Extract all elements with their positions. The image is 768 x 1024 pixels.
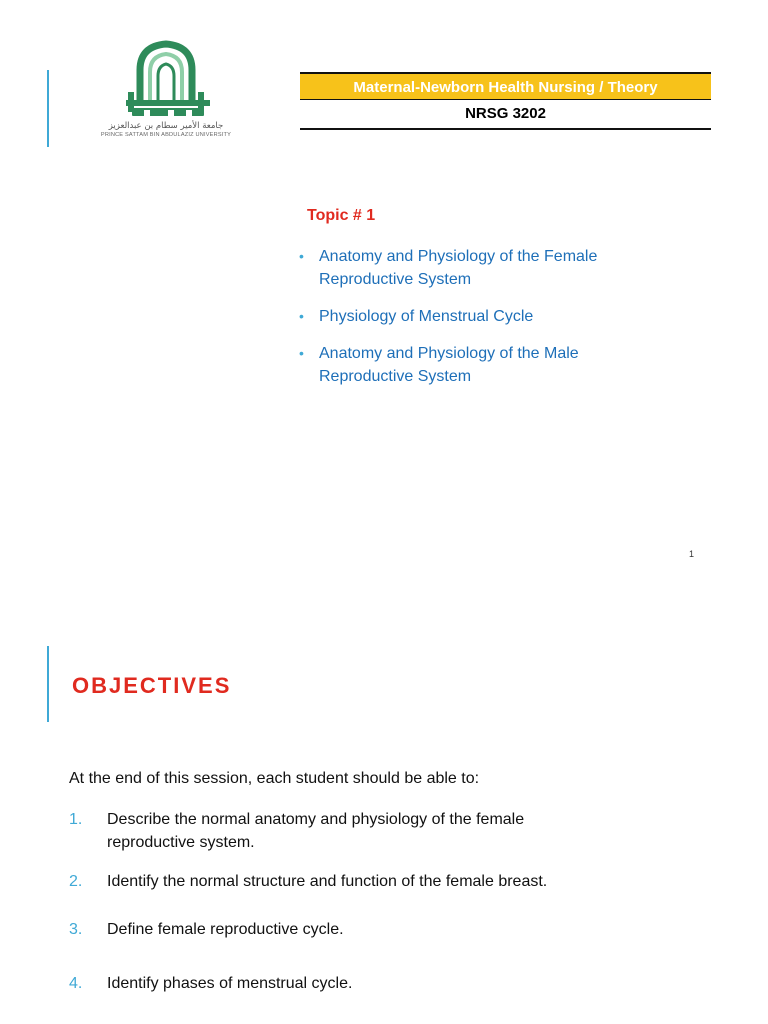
objective-line: Identify the normal structure and function of the female breast.: [107, 873, 548, 890]
topic-line: Reproductive System: [319, 271, 472, 288]
accent-bar: [47, 70, 49, 147]
list-item: [298, 305, 718, 328]
item-number: 2.: [69, 873, 83, 890]
page-number: 1: [689, 549, 695, 559]
objectives-intro: At the end of this session, each student should be able to:: [69, 770, 480, 787]
list-item: [298, 342, 718, 388]
topic-line: Anatomy and Physiology of the Male: [319, 345, 579, 362]
bullet-icon: •: [299, 248, 304, 264]
logo-english-text: PRINCE SATTAM BIN ABDULAZIZ UNIVERSITY: [100, 132, 232, 138]
course-code: NRSG 3202: [300, 99, 711, 130]
university-logo: [88, 40, 244, 144]
objective-line: Identify phases of menstrual cycle.: [107, 975, 353, 992]
objectives-slide: [0, 600, 768, 1024]
list-item: [69, 870, 709, 893]
topic-list: [298, 245, 718, 402]
objective-line: Define female reproductive cycle.: [107, 921, 344, 938]
course-title: Maternal-Newborn Health Nursing / Theory: [300, 72, 711, 99]
bullet-icon: •: [299, 345, 304, 361]
logo-arabic-text: جامعة الأمير سطام بن عبدالعزيز: [108, 121, 224, 131]
item-number: 1.: [69, 811, 83, 828]
course-header: [300, 72, 711, 130]
topic-line: Anatomy and Physiology of the Female: [319, 248, 598, 265]
page-title: OBJECTIVES: [72, 673, 232, 698]
list-item: [69, 972, 709, 995]
logo-emblem-icon: [88, 40, 244, 122]
objective-line: reproductive system.: [107, 834, 255, 851]
topic-line: Physiology of Menstrual Cycle: [319, 308, 534, 325]
list-item: [298, 245, 718, 291]
item-number: 3.: [69, 921, 83, 938]
bullet-icon: •: [299, 308, 304, 324]
list-item: [69, 808, 709, 854]
accent-bar: [47, 646, 49, 722]
topic-heading: Topic # 1: [307, 207, 376, 224]
topic-line: Reproductive System: [319, 368, 472, 385]
item-number: 4.: [69, 975, 83, 992]
list-item: [69, 918, 709, 941]
objective-line: Describe the normal anatomy and physiology of the female: [107, 811, 525, 828]
